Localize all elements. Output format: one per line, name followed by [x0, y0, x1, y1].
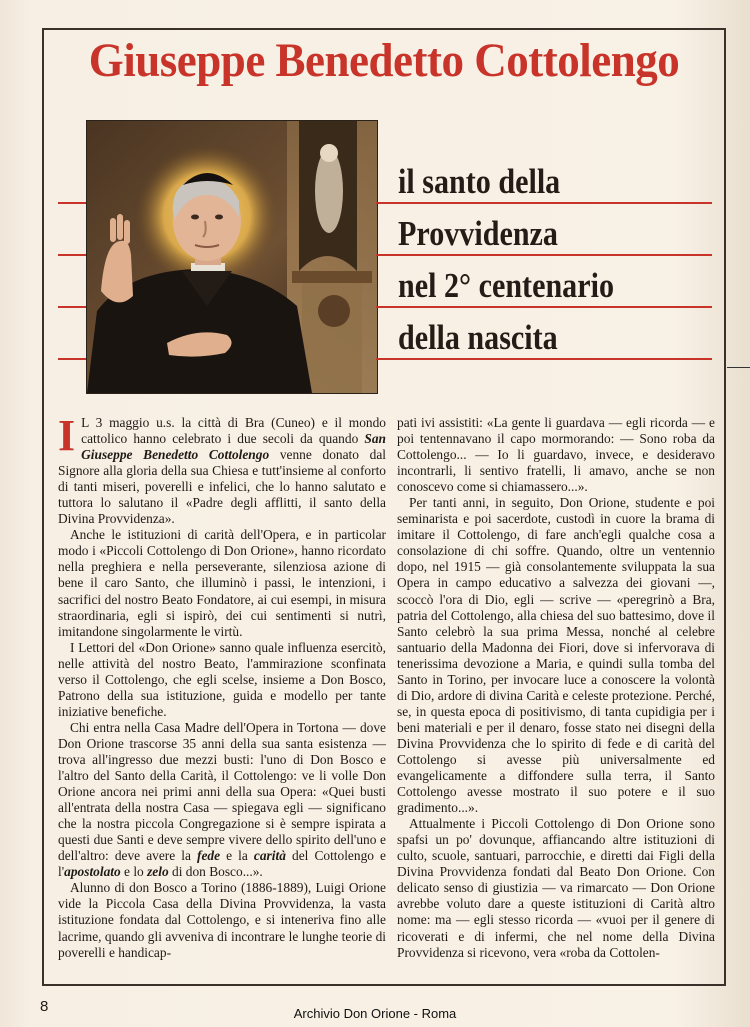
article-column-right: [397, 415, 715, 961]
paragraph-text: di don Bosco...».: [168, 864, 263, 880]
subtitle-rule: [58, 306, 86, 308]
subtitle-rule: [58, 202, 86, 204]
paragraph: I Lettori del «Don Orione» sanno quale influenza esercitò, nelle attività del nostro Beato, l'ammirazione sconfinata verso il Cottolengo, che egli scelse, insieme a Don Bosco, Patrono della sua istituzione, guida e modello per tante iniziative benefiche.: [58, 639, 386, 719]
article-title: Giuseppe Benedetto Cottolengo: [88, 33, 680, 87]
edge-mark: [727, 367, 750, 368]
saint-portrait: [86, 120, 378, 394]
subtitle-line-3: nel 2° centenario: [398, 266, 615, 305]
paragraph-text: e lo: [120, 864, 148, 880]
article-column-left: [58, 411, 386, 961]
drop-cap: I: [58, 411, 76, 460]
paragraph: Anche le istituzioni di carità dell'Opera, e in particolar modo i «Piccoli Cottolengo di Don Orione», hanno ricordato nella preghiera e nella perseverante, silenziosa azione di bene il caro Santo, che illuminò i passi, le intenzioni, i sacrifici del nostro Beato Fondatore, ai cui esempi, in misura straordinaria, egli si ispirò, dei cui sentimenti si nutrì, imitandone singolarmente le virtù.: [58, 527, 386, 639]
emphasis: fede: [197, 848, 221, 864]
paragraph-text: venne donato dal Signore alla gloria della sua Chiesa e tutt'insieme al conforto di tanti miseri, poverelli e infelici, che lo hanno salutato e tuttora lo salutano il «Padre degli afflitti, il santo della Divina Provvidenza».: [58, 447, 386, 527]
paragraph: Per tanti anni, in seguito, Don Orione, studente e poi seminarista e poi sacerdote, custodì in cuore la brama di imitare il Cottolengo, di fare anch'egli qualche cosa a consolazione di chi soffre. Quando, oltre un ventennio dopo, nel 1915 — già consolantemente sviluppata la sua Opera in campo educativo a salvezza dei giovani —, scoccò l'ora di Dio, egli — scrive — «peregrinò a Bra, patria del Cottolengo, alla chiesa del suo battesimo, dove il Santo celebrò la sua prima Messa, nonché al celebre santuario della Madonna dei Fiori, dove si infervorava di tenerissima devozione a Maria, e quindi sulla tomba del Santo in Torino, per invocare luce a conoscere la volontà di Dio, ardore di divina Carità e celeste protezione. Perché, se, in questa epoca di positivismo, di tanta cupidigia per i beni materiali e per il denaro, fosse stato nei disegni della Divina Provvidenza che lo spirito di fede e di carità del Cottolengo si avesse più universalmente ed evangelicamente a diffondere sulla terra, il Santo Cottolengo avesse mostrato il suo potere e il suo gradimento...».: [397, 495, 715, 816]
paragraph: [58, 720, 386, 880]
paragraph-text: L 3 maggio u.s. la città di Bra (Cuneo) e il mondo cattolico hanno celebrato i due secoli da quando: [81, 415, 386, 447]
portrait-image: [87, 121, 377, 393]
saint-name: San Giuseppe Benedetto Cottolengo: [81, 431, 386, 463]
paragraph-text: del Cottolengo e l': [58, 848, 386, 880]
archive-credit: Archivio Don Orione - Roma: [293, 1006, 457, 1021]
paragraph: [58, 411, 386, 527]
paragraph-text: Chi entra nella Casa Madre dell'Opera in Tortona — dove Don Orione trascorse 35 anni della sua santa esistenza — trova all'ingresso due mezzi busti: l'uno di Don Bosco e l'altro del Santo della Carità, il Cottolengo: ve li volle Don Orione ancora nei primi anni della sua Opera: «Quei busti all'entrata della nostra Casa — spiegava egli — significano che la nostra piccola Congregazione si è sempre ispirata a questi due Santi e deve sempre vivere dello spirito dell'uno e dell'altro: deve avere la: [58, 719, 386, 864]
emphasis: apostolato: [64, 864, 121, 880]
subtitle-line-1: il santo della: [398, 162, 561, 201]
subtitle-rule: [376, 254, 712, 256]
subtitle-rule: [376, 306, 712, 308]
paragraph: Attualmente i Piccoli Cottolengo di Don Orione sono spafsi un po' dovunque, affiancando altre istituzioni di culto, scuole, santuari, parrocchie, e diretti dai Figli della Divina Provvidenza fondati dal Beato Don Orione. Con delicato senso di giustizia — va rimarcato — Don Orione avrebbe voluto dare a queste istituzioni di Carità altro nome: ma — egli stesso ricorda — «vuoi per il genere di ricoverati e di infermi, che nel nome della Divina Provvidenza si ricevono, vera «roba da Cottolen-: [397, 816, 715, 960]
paragraph-text: e la: [220, 848, 254, 864]
subtitle-rule: [376, 358, 712, 360]
emphasis: carità: [253, 848, 286, 864]
emphasis: zelo: [147, 864, 169, 880]
paragraph: Alunno di don Bosco a Torino (1886-1889), Luigi Orione vide la Piccola Casa della Divina Provvidenza, la vasta istituzione fondata dal Cottolengo, e si inteneriva fino alle lacrime, quando gli avveniva di incontrare le lunghe teorie di poverelli e handicap-: [58, 880, 386, 960]
subtitle-line-2: Provvidenza: [398, 214, 558, 253]
subtitle-rule: [376, 202, 712, 204]
subtitle-rule: [58, 358, 86, 360]
paragraph: pati ivi assistiti: «La gente li guardava — egli ricorda — e poi tentennavano il capo mormorando: — Sono roba da Cottolengo... — Io li guardavo, invece, e desideravo incontrarli, li sentivo fratelli, li amavo, anche se non conoscevo come si chiamassero...».: [397, 415, 715, 495]
subtitle-rule: [58, 254, 86, 256]
subtitle-line-4: della nascita: [398, 318, 558, 357]
page-number: 8: [40, 998, 49, 1015]
